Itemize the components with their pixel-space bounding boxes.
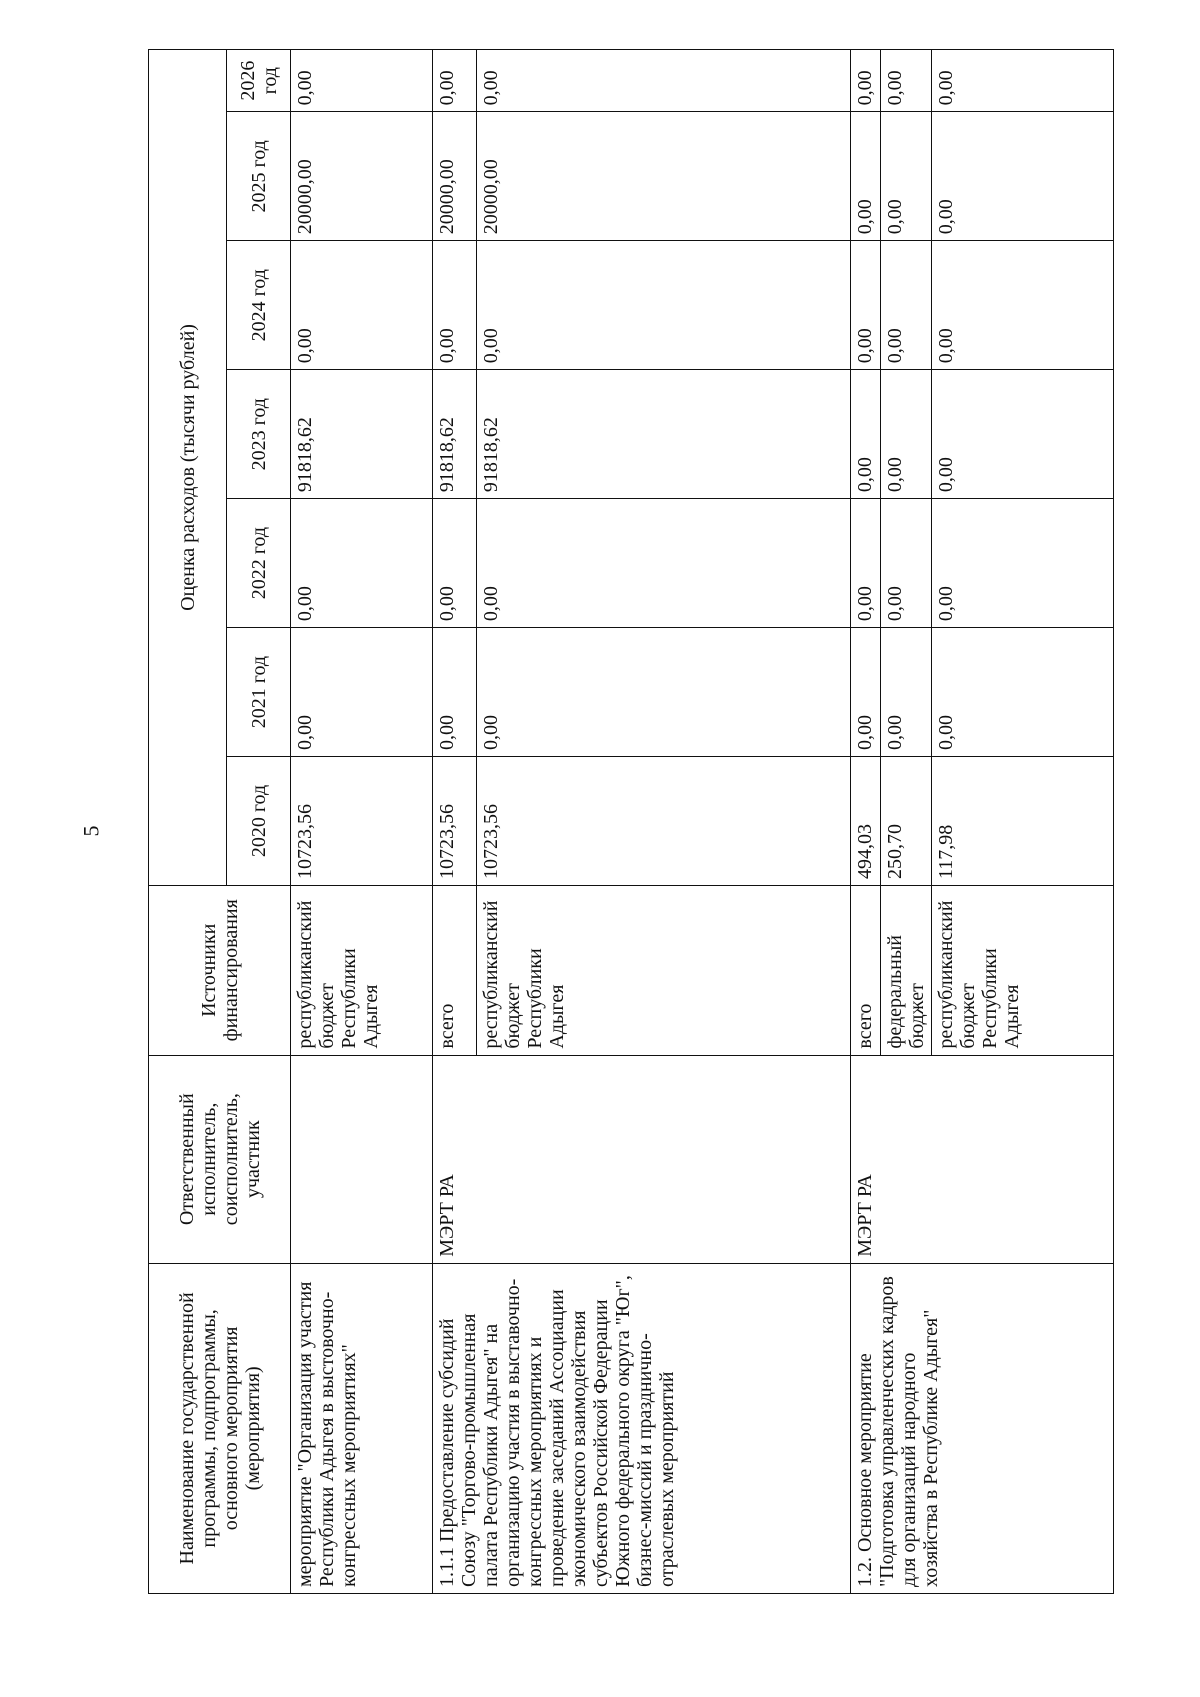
- value-2021: 0,00: [291, 628, 433, 757]
- row-responsible: [291, 1055, 433, 1263]
- value-2020: 117,98: [932, 757, 1114, 886]
- row-responsible: МЭРТ РА: [851, 1055, 1114, 1263]
- value-2020: 250,70: [881, 757, 932, 886]
- value-2025: 0,00: [932, 112, 1114, 241]
- value-2022: 0,00: [291, 499, 433, 628]
- value-2024: 0,00: [433, 241, 477, 370]
- header-estimate: Оценка расходов (тысячи рублей): [149, 50, 227, 886]
- value-2024: 0,00: [932, 241, 1114, 370]
- value-2024: 0,00: [881, 241, 932, 370]
- header-year-2024: 2024 год: [227, 241, 291, 370]
- row-name: 1.1.1 Предоставление субсидий Союзу "Торгово-промышленная палата Республики Адыгея" на организацию участия в выставочно-конгрессных мероприятиях и проведение заседаний Ассоциации экономического взаимодействия субъектов Российской Федерации Южного федерального округа "Юг", бизнес-миссий и празднично-отраслевых мероприятий: [433, 1263, 851, 1593]
- header-year-2022: 2022 год: [227, 499, 291, 628]
- header-year-2026: 2026 год: [227, 50, 291, 112]
- header-responsible: Ответственный исполнитель, соисполнитель, участник: [149, 1055, 291, 1263]
- value-2025: 20000,00: [477, 112, 851, 241]
- value-2025: 0,00: [881, 112, 932, 241]
- value-2023: 91818,62: [291, 370, 433, 499]
- value-2021: 0,00: [881, 628, 932, 757]
- value-2024: 0,00: [851, 241, 881, 370]
- value-2021: 0,00: [932, 628, 1114, 757]
- value-2020: 10723,56: [291, 757, 433, 886]
- value-2021: 0,00: [851, 628, 881, 757]
- value-2023: 0,00: [851, 370, 881, 499]
- value-2022: 0,00: [851, 499, 881, 628]
- expenses-table: [148, 49, 1114, 1594]
- value-2023: 0,00: [932, 370, 1114, 499]
- value-2022: 0,00: [433, 499, 477, 628]
- row-source: республиканский бюджет Республики Адыгея: [291, 885, 433, 1055]
- value-2026: 0,00: [932, 50, 1114, 112]
- value-2024: 0,00: [291, 241, 433, 370]
- value-2023: 91818,62: [477, 370, 851, 499]
- header-year-2021: 2021 год: [227, 628, 291, 757]
- row-responsible: МЭРТ РА: [433, 1055, 851, 1263]
- value-2023: 91818,62: [433, 370, 477, 499]
- value-2023: 0,00: [881, 370, 932, 499]
- table-row: [433, 50, 477, 1594]
- value-2020: 10723,56: [433, 757, 477, 886]
- value-2024: 0,00: [477, 241, 851, 370]
- value-2026: 0,00: [291, 50, 433, 112]
- header-name: Наименование государственной программы, подпрограммы, основного мероприятия (мероприятия): [149, 1263, 291, 1593]
- rotated-table-wrapper: [148, 49, 1112, 1594]
- row-source: всего: [433, 885, 477, 1055]
- table-row: [291, 50, 433, 1594]
- row-source: республиканский бюджет Республики Адыгея: [477, 885, 851, 1055]
- value-2022: 0,00: [477, 499, 851, 628]
- value-2026: 0,00: [477, 50, 851, 112]
- page-number: 5: [78, 825, 104, 837]
- row-source: всего: [851, 885, 881, 1055]
- header-year-2023: 2023 год: [227, 370, 291, 499]
- table-row: [851, 50, 881, 1594]
- value-2025: 20000,00: [433, 112, 477, 241]
- value-2026: 0,00: [433, 50, 477, 112]
- row-name: мероприятие "Организация участия Республики Адыгея в выстовочно-конгрессных мероприятиях": [291, 1263, 433, 1593]
- value-2020: 494,03: [851, 757, 881, 886]
- value-2026: 0,00: [851, 50, 881, 112]
- header-year-2025: 2025 год: [227, 112, 291, 241]
- value-2022: 0,00: [881, 499, 932, 628]
- row-source: республиканский бюджет Республики Адыгея: [932, 885, 1114, 1055]
- value-2020: 10723,56: [477, 757, 851, 886]
- value-2025: 20000,00: [291, 112, 433, 241]
- value-2021: 0,00: [477, 628, 851, 757]
- value-2026: 0,00: [881, 50, 932, 112]
- value-2022: 0,00: [932, 499, 1114, 628]
- header-sources: Источники финансирования: [149, 885, 291, 1055]
- header-year-2020: 2020 год: [227, 757, 291, 886]
- row-source: федеральный бюджет: [881, 885, 932, 1055]
- value-2025: 0,00: [851, 112, 881, 241]
- row-name: 1.2. Основное мероприятие "Подготовка управленческих кадров для организаций народного хозяйства в Республике Адыгея": [851, 1263, 1114, 1593]
- value-2021: 0,00: [433, 628, 477, 757]
